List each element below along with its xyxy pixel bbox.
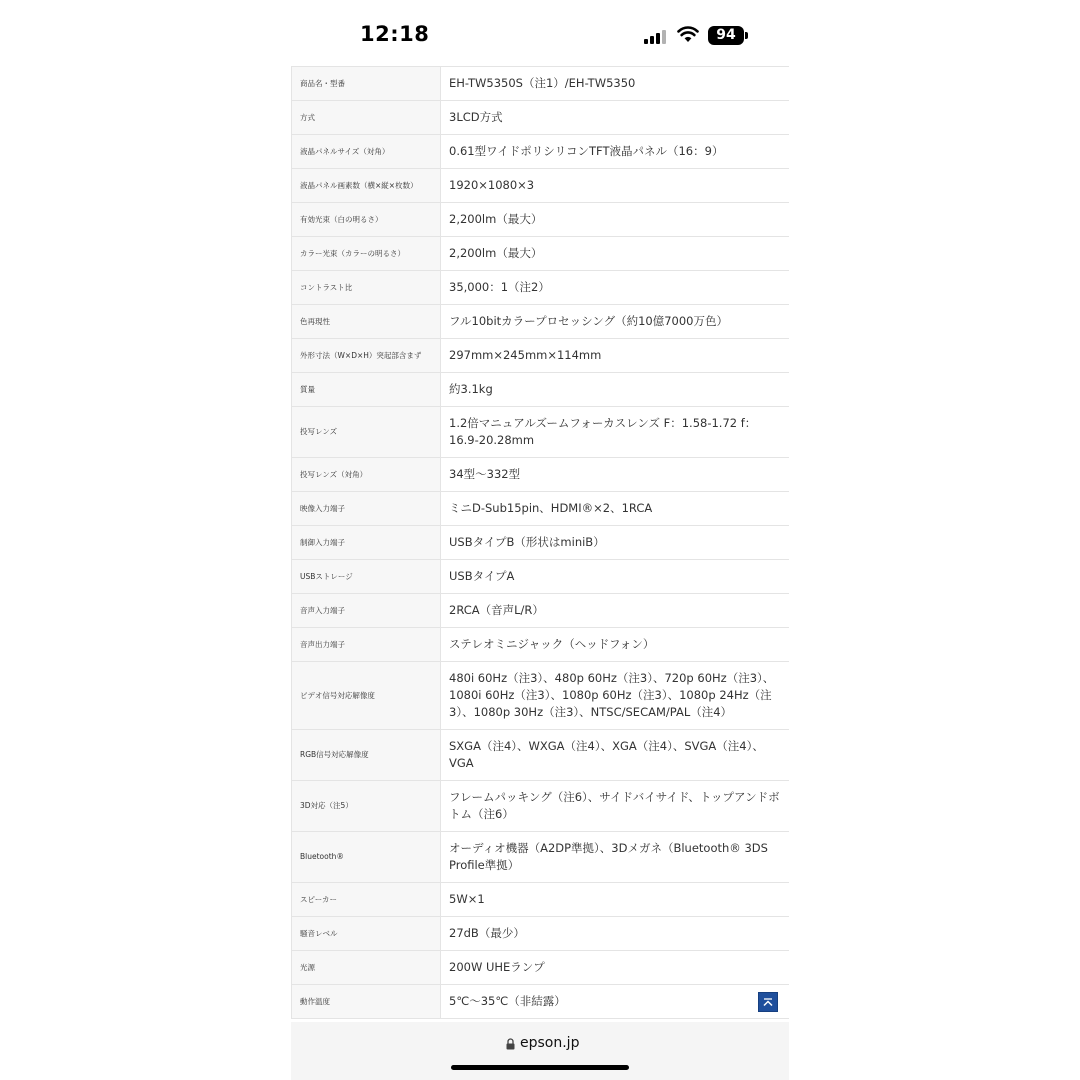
spec-row <box>292 305 790 339</box>
spec-value: EH-TW5350S（注1）/EH-TW5350 <box>441 67 790 101</box>
spec-row <box>292 339 790 373</box>
status-time: 12:18 <box>360 22 430 46</box>
signal-icon <box>644 29 666 44</box>
spec-row <box>292 101 790 135</box>
spec-row <box>292 526 790 560</box>
spec-row <box>292 135 790 169</box>
spec-label: RGB信号対応解像度 <box>292 730 441 781</box>
spec-label: 動作温度 <box>292 985 441 1019</box>
spec-row <box>292 832 790 883</box>
battery-icon: 94 <box>708 26 744 45</box>
spec-value: 2RCA（音声L/R） <box>441 594 790 628</box>
spec-value: 約3.1kg <box>441 373 790 407</box>
spec-row <box>292 917 790 951</box>
spec-value: 2,200lm（最大） <box>441 237 790 271</box>
spec-label: 方式 <box>292 101 441 135</box>
spec-label: 商品名・型番 <box>292 67 441 101</box>
spec-label: 外形寸法（W×D×H）突起部含まず <box>292 339 441 373</box>
spec-value: オーディオ機器（A2DP準拠）、3Dメガネ（Bluetooth® 3DS Profile準拠） <box>441 832 790 883</box>
spec-value: フル10bitカラープロセッシング（約10億7000万色） <box>441 305 790 339</box>
spec-label: ビデオ信号対応解像度 <box>292 662 441 730</box>
spec-row <box>292 237 790 271</box>
spec-label: 投写レンズ <box>292 407 441 458</box>
spec-page[interactable] <box>291 66 789 1022</box>
spec-value: 2,200lm（最大） <box>441 203 790 237</box>
battery-nub <box>745 32 748 39</box>
spec-value: 480i 60Hz（注3）、480p 60Hz（注3）、720p 60Hz（注3）、1080i 60Hz（注3）、1080p 60Hz（注3）、1080p 24Hz（注3）、1080p 30Hz（注3）、NTSC/SECAM/PAL（注4） <box>441 662 790 730</box>
chevron-up-icon <box>759 993 777 1011</box>
spec-label: 投写レンズ（対角） <box>292 458 441 492</box>
spec-value: 5W×1 <box>441 883 790 917</box>
spec-label: 3D対応（注5） <box>292 781 441 832</box>
spec-label: 騒音レベル <box>292 917 441 951</box>
url-text[interactable]: epson.jp <box>520 1035 580 1051</box>
spec-label: 液晶パネル画素数（横×縦×枚数） <box>292 169 441 203</box>
spec-row <box>292 594 790 628</box>
browser-url-bar[interactable] <box>291 1022 789 1080</box>
spec-value: 200W UHEランプ <box>441 951 790 985</box>
home-indicator <box>451 1065 629 1070</box>
spec-value: 297mm×245mm×114mm <box>441 339 790 373</box>
spec-row <box>292 662 790 730</box>
spec-label: 液晶パネルサイズ（対角） <box>292 135 441 169</box>
spec-label: 質量 <box>292 373 441 407</box>
spec-row <box>292 951 790 985</box>
spec-row <box>292 985 790 1019</box>
spec-label: コントラスト比 <box>292 271 441 305</box>
spec-row <box>292 781 790 832</box>
spec-value: 5℃〜35℃（非結露） <box>441 985 790 1019</box>
spec-value: 34型〜332型 <box>441 458 790 492</box>
spec-value: 35,000：1（注2） <box>441 271 790 305</box>
spec-label: カラー光束（カラーの明るさ） <box>292 237 441 271</box>
lock-icon <box>506 1038 515 1050</box>
spec-table <box>291 66 789 1019</box>
spec-row <box>292 271 790 305</box>
spec-value: 1920×1080×3 <box>441 169 790 203</box>
spec-label: USBストレージ <box>292 560 441 594</box>
spec-label: 音声出力端子 <box>292 628 441 662</box>
spec-value: USBタイプB（形状はminiB） <box>441 526 790 560</box>
spec-row <box>292 407 790 458</box>
spec-row <box>292 628 790 662</box>
spec-value: USBタイプA <box>441 560 790 594</box>
spec-row <box>292 492 790 526</box>
spec-label: Bluetooth® <box>292 832 441 883</box>
spec-value: 27dB（最少） <box>441 917 790 951</box>
spec-value: SXGA（注4）、WXGA（注4）、XGA（注4）、SVGA（注4）、VGA <box>441 730 790 781</box>
spec-value: 0.61型ワイドポリシリコンTFT液晶パネル（16：9） <box>441 135 790 169</box>
spec-value: 1.2倍マニュアルズームフォーカスレンズ F：1.58-1.72 f：16.9-20.28mm <box>441 407 790 458</box>
spec-label: 映像入力端子 <box>292 492 441 526</box>
wifi-icon <box>677 25 699 43</box>
spec-value: ステレオミニジャック（ヘッドフォン） <box>441 628 790 662</box>
spec-label: 制御入力端子 <box>292 526 441 560</box>
spec-row <box>292 458 790 492</box>
spec-label: 音声入力端子 <box>292 594 441 628</box>
spec-value: フレームパッキング（注6）、サイドバイサイド、トップアンドボトム（注6） <box>441 781 790 832</box>
spec-value: 3LCD方式 <box>441 101 790 135</box>
spec-row <box>292 730 790 781</box>
spec-label: スピーカー <box>292 883 441 917</box>
spec-label: 光源 <box>292 951 441 985</box>
spec-row <box>292 67 790 101</box>
spec-row <box>292 373 790 407</box>
spec-row <box>292 560 790 594</box>
back-to-top-button[interactable] <box>758 992 778 1012</box>
spec-table-body <box>292 67 790 1019</box>
spec-row <box>292 169 790 203</box>
spec-value: ミニD-Sub15pin、HDMI®×2、1RCA <box>441 492 790 526</box>
spec-label: 有効光束（白の明るさ） <box>292 203 441 237</box>
status-bar <box>291 0 789 70</box>
spec-row <box>292 203 790 237</box>
spec-row <box>292 883 790 917</box>
spec-label: 色再現性 <box>292 305 441 339</box>
